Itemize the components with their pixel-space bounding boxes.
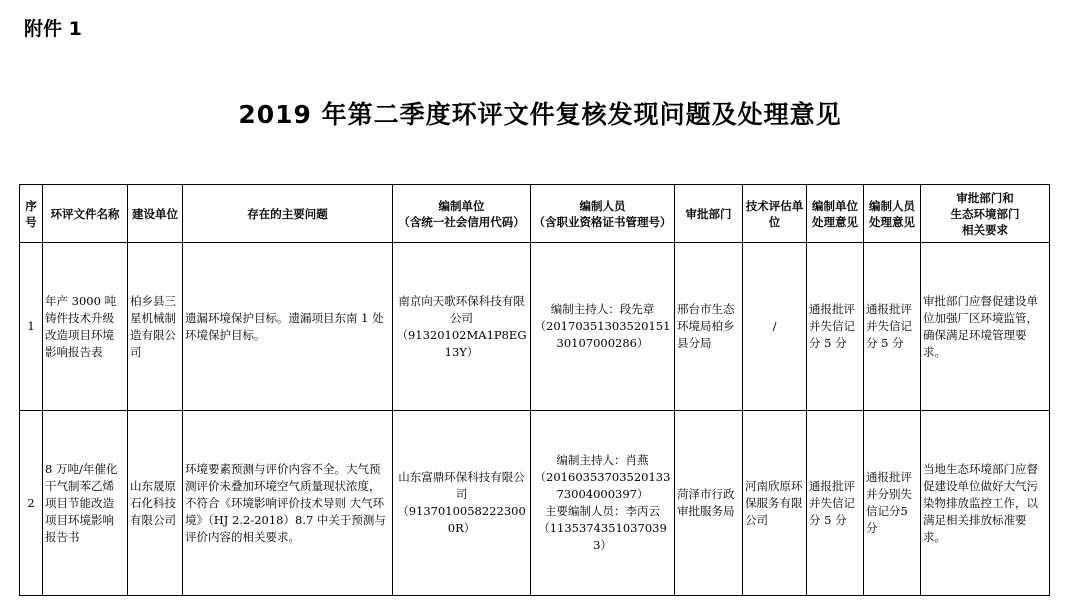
table-header-row (20, 185, 1050, 243)
header-approval-dept: 审批部门 (675, 185, 743, 243)
table-row (20, 411, 1050, 596)
cell-builder: 山东晟原石化科技有限公司 (128, 411, 183, 596)
header-tech-eval: 技术评估单位 (743, 185, 807, 243)
cell-builder: 柏乡县三星机械制造有限公司 (128, 243, 183, 411)
cell-approval-dept: 邢台市生态环境局柏乡县分局 (675, 243, 743, 411)
header-doc-name: 环评文件名称 (43, 185, 128, 243)
cell-index: 2 (20, 411, 43, 596)
cell-tech-eval: 河南欣原环保服务有限公司 (743, 411, 807, 596)
header-compiler-unit: 编制单位 （含统一社会信用代码） (393, 185, 531, 243)
header-compiler-staff: 编制人员 （含职业资格证书管理号） (531, 185, 675, 243)
cell-staff-opinion: 通报批评并分别失信记分5 分 (864, 411, 921, 596)
header-requirement: 审批部门和 生态环境部门 相关要求 (921, 185, 1050, 243)
attachment-label: 附件 1 (24, 18, 82, 40)
cell-approval-dept: 菏泽市行政审批服务局 (675, 411, 743, 596)
cell-requirement: 审批部门应督促建设单位加强厂区环境监管，确保满足环境管理要求。 (921, 243, 1050, 411)
cell-staff-opinion: 通报批评并失信记分 5 分 (864, 243, 921, 411)
header-issues: 存在的主要问题 (183, 185, 393, 243)
page-title: 2019 年第二季度环评文件复核发现问题及处理意见 (238, 100, 842, 129)
cell-index: 1 (20, 243, 43, 411)
header-index: 序号 (20, 185, 43, 243)
cell-unit-opinion: 通报批评并失信记分 5 分 (807, 243, 864, 411)
header-staff-opinion: 编制人员处理意见 (864, 185, 921, 243)
cell-unit-opinion: 通报批评并失信记分 5 分 (807, 411, 864, 596)
header-unit-opinion: 编制单位处理意见 (807, 185, 864, 243)
cell-requirement: 当地生态环境部门应督促建设单位做好大气污染物排放监控工作，以满足相关排放标准要求。 (921, 411, 1050, 596)
cell-compiler-staff: 编制主持人：段先章 （2017035130352015130107000286） (531, 243, 675, 411)
issues-table (19, 184, 1050, 596)
cell-doc-name: 8 万吨/年催化干气制苯乙烯项目节能改造项目环境影响报告书 (43, 411, 128, 596)
cell-compiler-staff: 编制主持人：肖燕 （2016035370352013373004000397） 主要编制人员：李丙云 （11353743510370393） (531, 411, 675, 596)
cell-doc-name: 年产 3000 吨铸件技术升级改造项目环境影响报告表 (43, 243, 128, 411)
cell-compiler-unit: 南京向天歌环保科技有限公司 （91320102MA1P8EG13Y） (393, 243, 531, 411)
cell-tech-eval: / (743, 243, 807, 411)
cell-compiler-unit: 山东富鼎环保科技有限公司 （91370100582223000R） (393, 411, 531, 596)
cell-issues: 遗漏环境保护目标。遗漏项目东南 1 处环境保护目标。 (183, 243, 393, 411)
table-row (20, 243, 1050, 411)
cell-issues: 环境要素预测与评价内容不全。大气预测评价未叠加环境空气质量现状浓度，不符合《环境影响评价技术导则 大气环境》（HJ 2.2-2018）8.7 中关于预测与评价内容的相关要求。 (183, 411, 393, 596)
header-builder: 建设单位 (128, 185, 183, 243)
